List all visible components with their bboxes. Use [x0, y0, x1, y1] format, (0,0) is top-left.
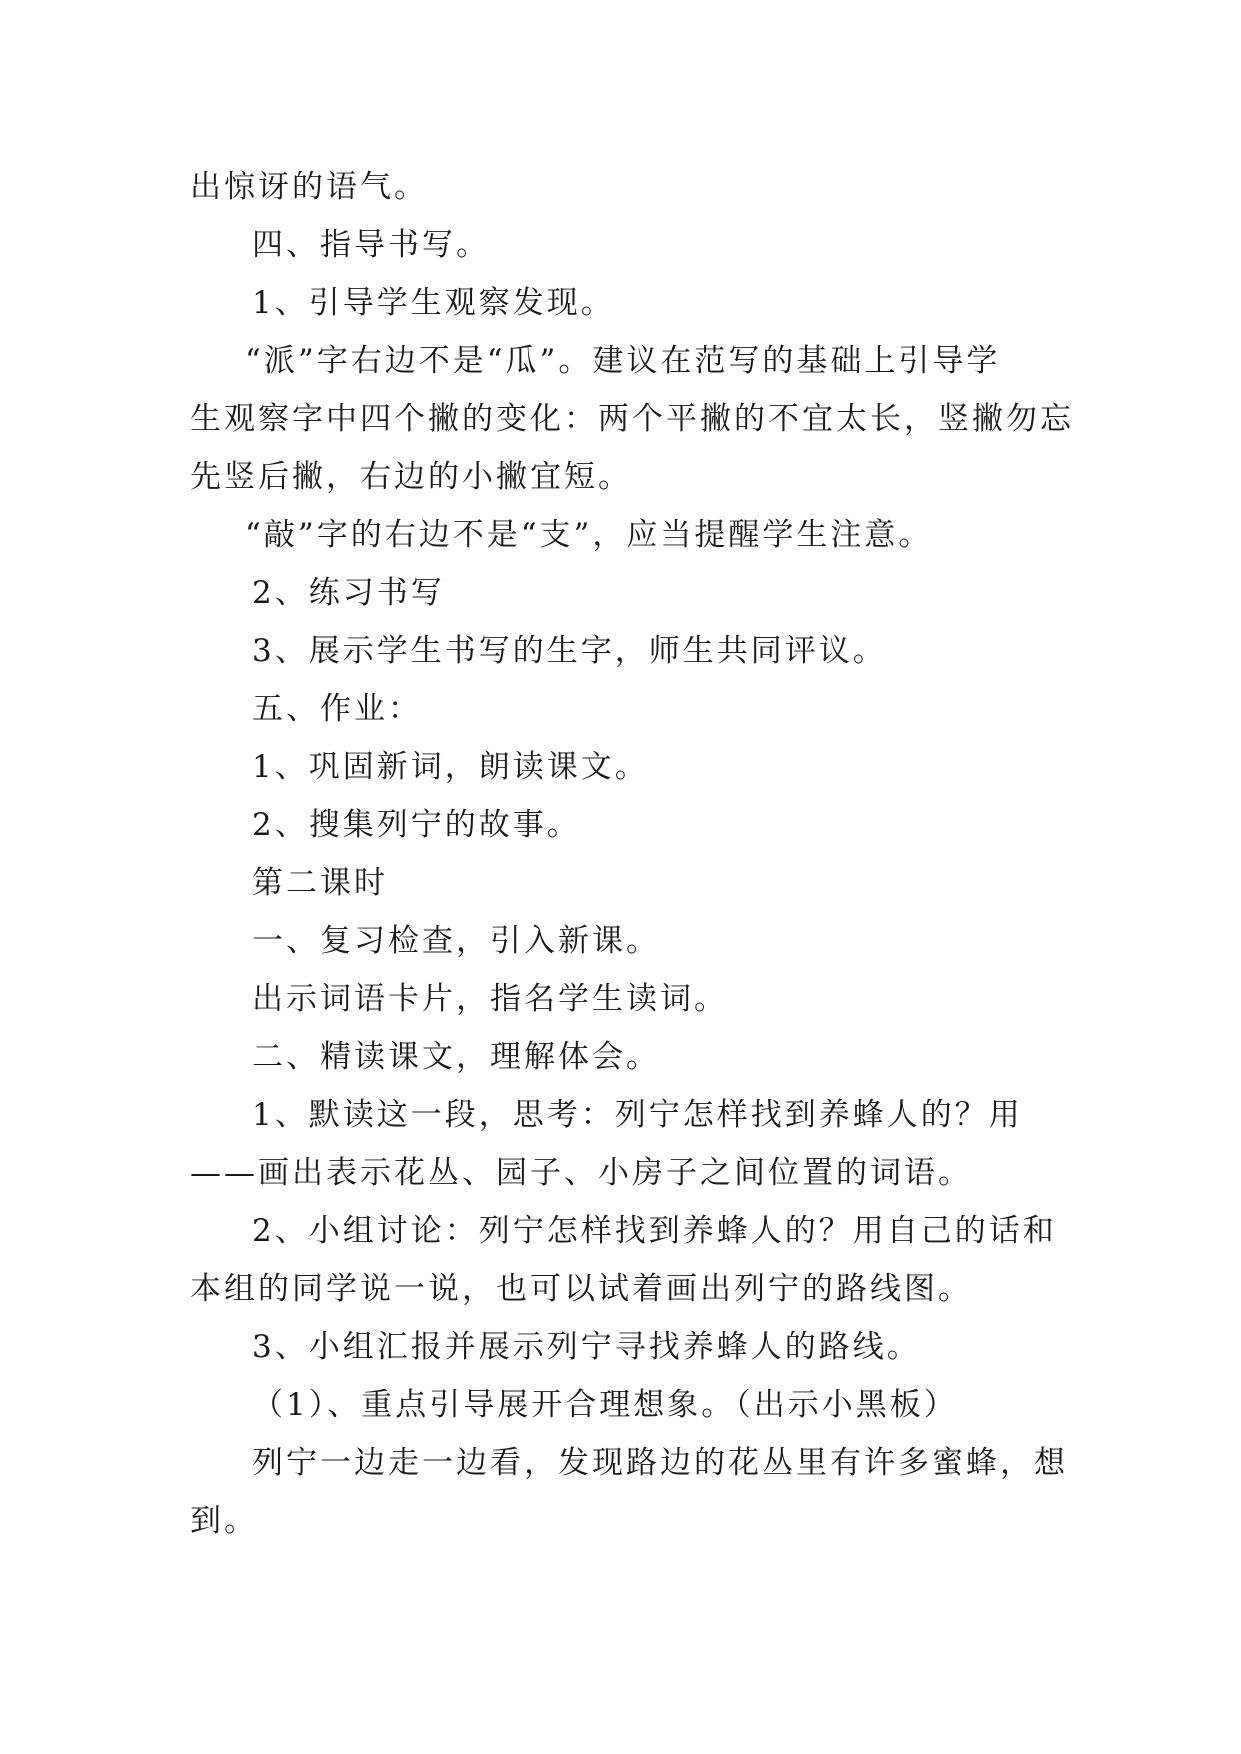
section-heading: 一、复习检查，引入新课。 — [252, 923, 660, 959]
text-line: 出惊讶的语气。 — [190, 169, 428, 205]
text-line: 本组的同学说一说，也可以试着画出列宁的路线图。 — [190, 1271, 972, 1307]
text-line: 出示词语卡片，指名学生读词。 — [252, 981, 728, 1017]
paragraph-start: 1、默读这一段，思考：列宁怎样找到养蜂人的？用 — [252, 1097, 1023, 1133]
paragraph-start: “敲”字的右边不是“支”，应当提醒学生注意。 — [245, 517, 933, 553]
text-line: 生观察字中四个撇的变化：两个平撇的不宜太长，竖撇勿忘 — [190, 401, 1074, 437]
section-heading: 二、精读课文，理解体会。 — [252, 1039, 660, 1075]
document-body — [190, 158, 1074, 1550]
text-line: 2、练习书写 — [252, 575, 445, 611]
section-heading: 五、作业： — [252, 691, 422, 727]
text-line: 2、搜集列宁的故事。 — [252, 807, 581, 843]
text-line: 先竖后撇，右边的小撇宜短。 — [190, 459, 632, 495]
text-line: 1、巩固新词，朗读课文。 — [252, 749, 649, 785]
text-line: （1）、重点引导展开合理想象。（出示小黑板） — [252, 1387, 958, 1423]
lesson-heading: 第二课时 — [252, 865, 388, 901]
paragraph-start: “派”字右边不是“瓜”。建议在范写的基础上引导学 — [245, 343, 1001, 379]
text-line: ——画出表示花丛、园子、小房子之间位置的词语。 — [190, 1155, 972, 1191]
text-line: 3、小组汇报并展示列宁寻找养蜂人的路线。 — [252, 1329, 921, 1365]
section-heading: 四、指导书写。 — [252, 227, 490, 263]
text-line: 到。 — [190, 1503, 258, 1539]
paragraph-start: 2、小组讨论：列宁怎样找到养蜂人的？用自己的话和 — [252, 1213, 1057, 1249]
paragraph-start: 列宁一边走一边看，发现路边的花丛里有许多蜜蜂，想 — [252, 1445, 1068, 1481]
text-line: 1、引导学生观察发现。 — [252, 285, 615, 321]
text-line: 3、展示学生书写的生字，师生共同评议。 — [252, 633, 887, 669]
